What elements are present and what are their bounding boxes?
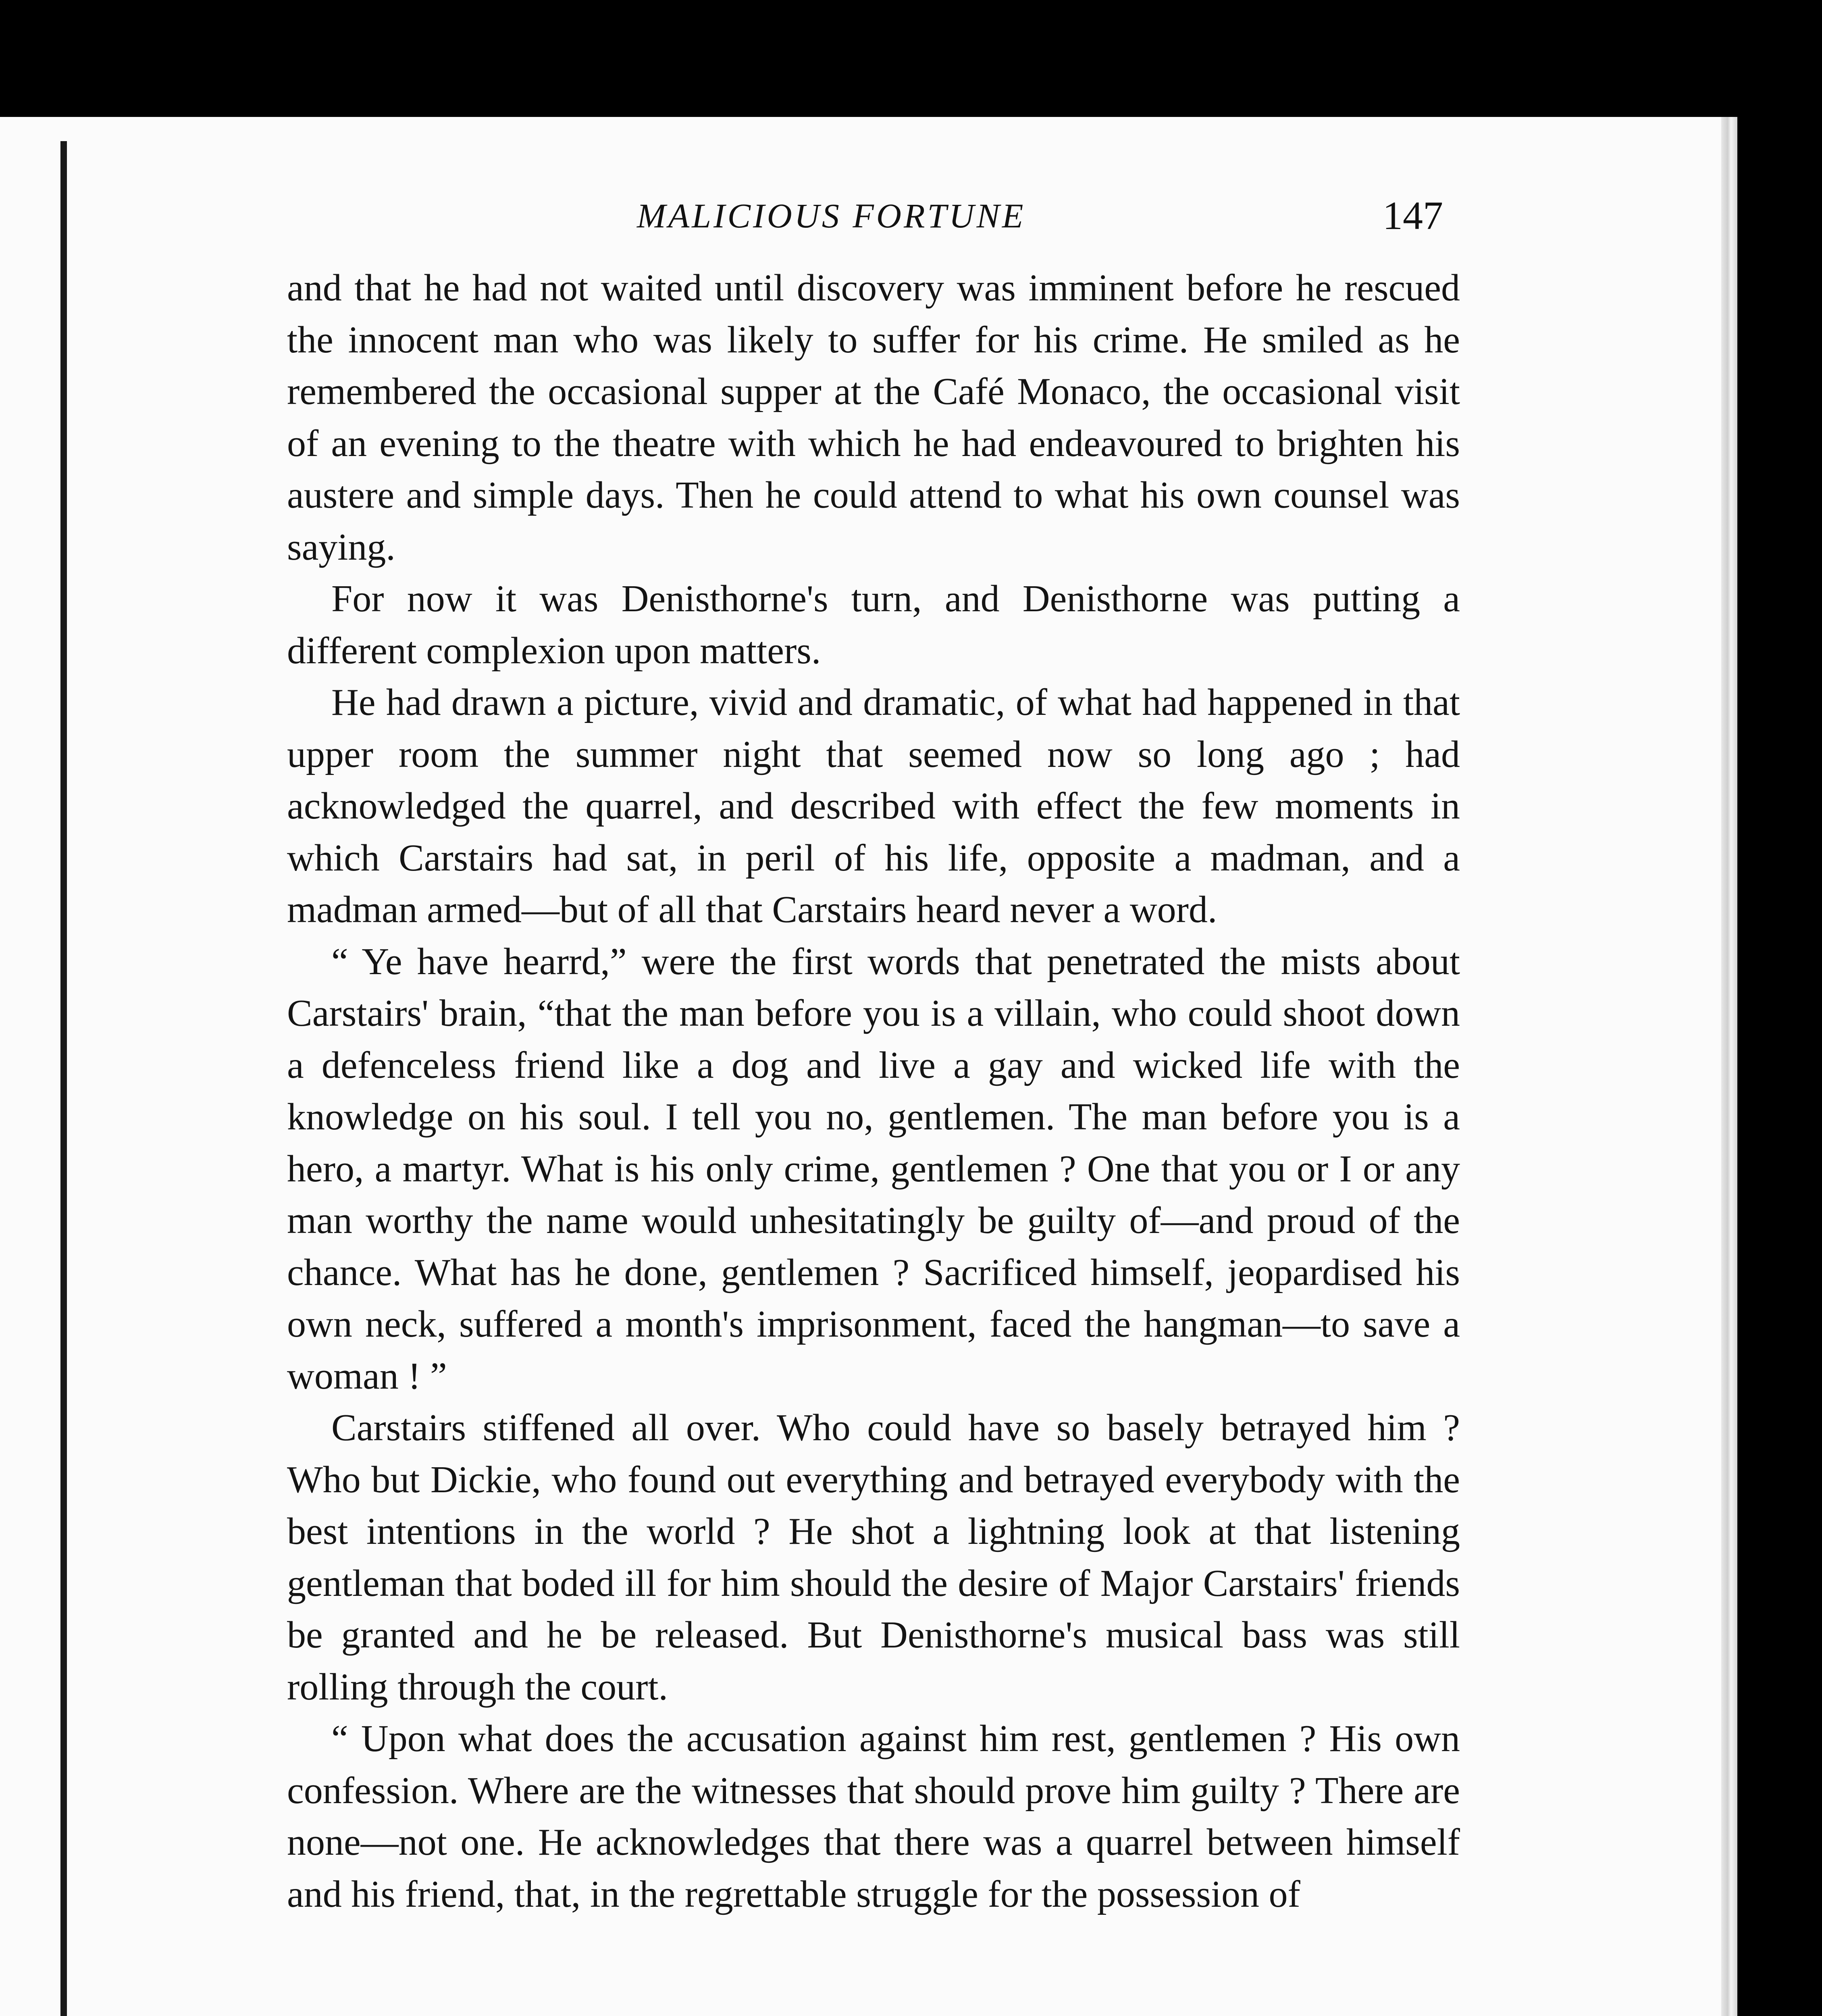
paragraph: and that he had not waited until discovery was imminent before he rescued the innocent man who was likely to suffer for his crime. He smiled as he remembered the occasional supper at the Café Monaco, the occasional visit of an evening to the theatre with which he had endeavoured to brighten his austere and simple days. Then he could attend to what his own counsel was saying. [287, 267, 1460, 568]
paragraph: Carstairs stiffened all over. Who could have so basely betrayed him ? Who but Dickie, who found out everything and betrayed everybody with the best intentions in the world ? He shot a lightning look at that listening gentleman that boded ill for him should the desire of Major Carstairs' friends be granted and he be released. But Denisthorne's musical bass was still rolling through the court. [287, 1407, 1460, 1708]
paragraph: For now it was Denisthorne's turn, and Denisthorne was putting a different complexion upon matters. [287, 578, 1460, 672]
paragraph: He had drawn a picture, vivid and dramatic, of what had happened in that upper room the summer night that seemed now so long ago ; had acknowledged the quarrel, and described with effect the few moments in which Carstairs had sat, in peril of his life, opposite a madman, and a madman armed—but of all that Carstairs heard never a word. [287, 681, 1460, 931]
page-fore-edge [1721, 117, 1737, 2016]
body-text [287, 262, 1460, 1920]
running-title: MALICIOUS FORTUNE [637, 196, 1026, 235]
gutter-shadow [60, 141, 67, 2016]
paragraph: “ Upon what does the accusation against him rest, gentlemen ? His own confession. Where are the witnesses that should prove him guilty ? There are none—not one. He acknowledges that there was a quarrel between himself and his friend, that, in the regrettable struggle for the possession of [287, 1718, 1460, 1915]
running-head [282, 185, 1443, 246]
page-number: 147 [1383, 193, 1443, 238]
paragraph: “ Ye have hearrd,” were the first words that penetrated the mists about Carstairs' brain, “that the man before you is a villain, who could shoot down a defenceless friend like a dog and live a gay and wicked life with the knowledge on his soul. I tell you no, gentlemen. The man before you is a hero, a martyr. What is his only crime, gentlemen ? One that you or I or any man worthy the name would unhesitatingly be guilty of—and proud of the chance. What has he done, gentlemen ? Sacrificed himself, jeopardised his own neck, suffered a month's imprisonment, faced the hangman—to save a woman ! ” [287, 940, 1460, 1397]
